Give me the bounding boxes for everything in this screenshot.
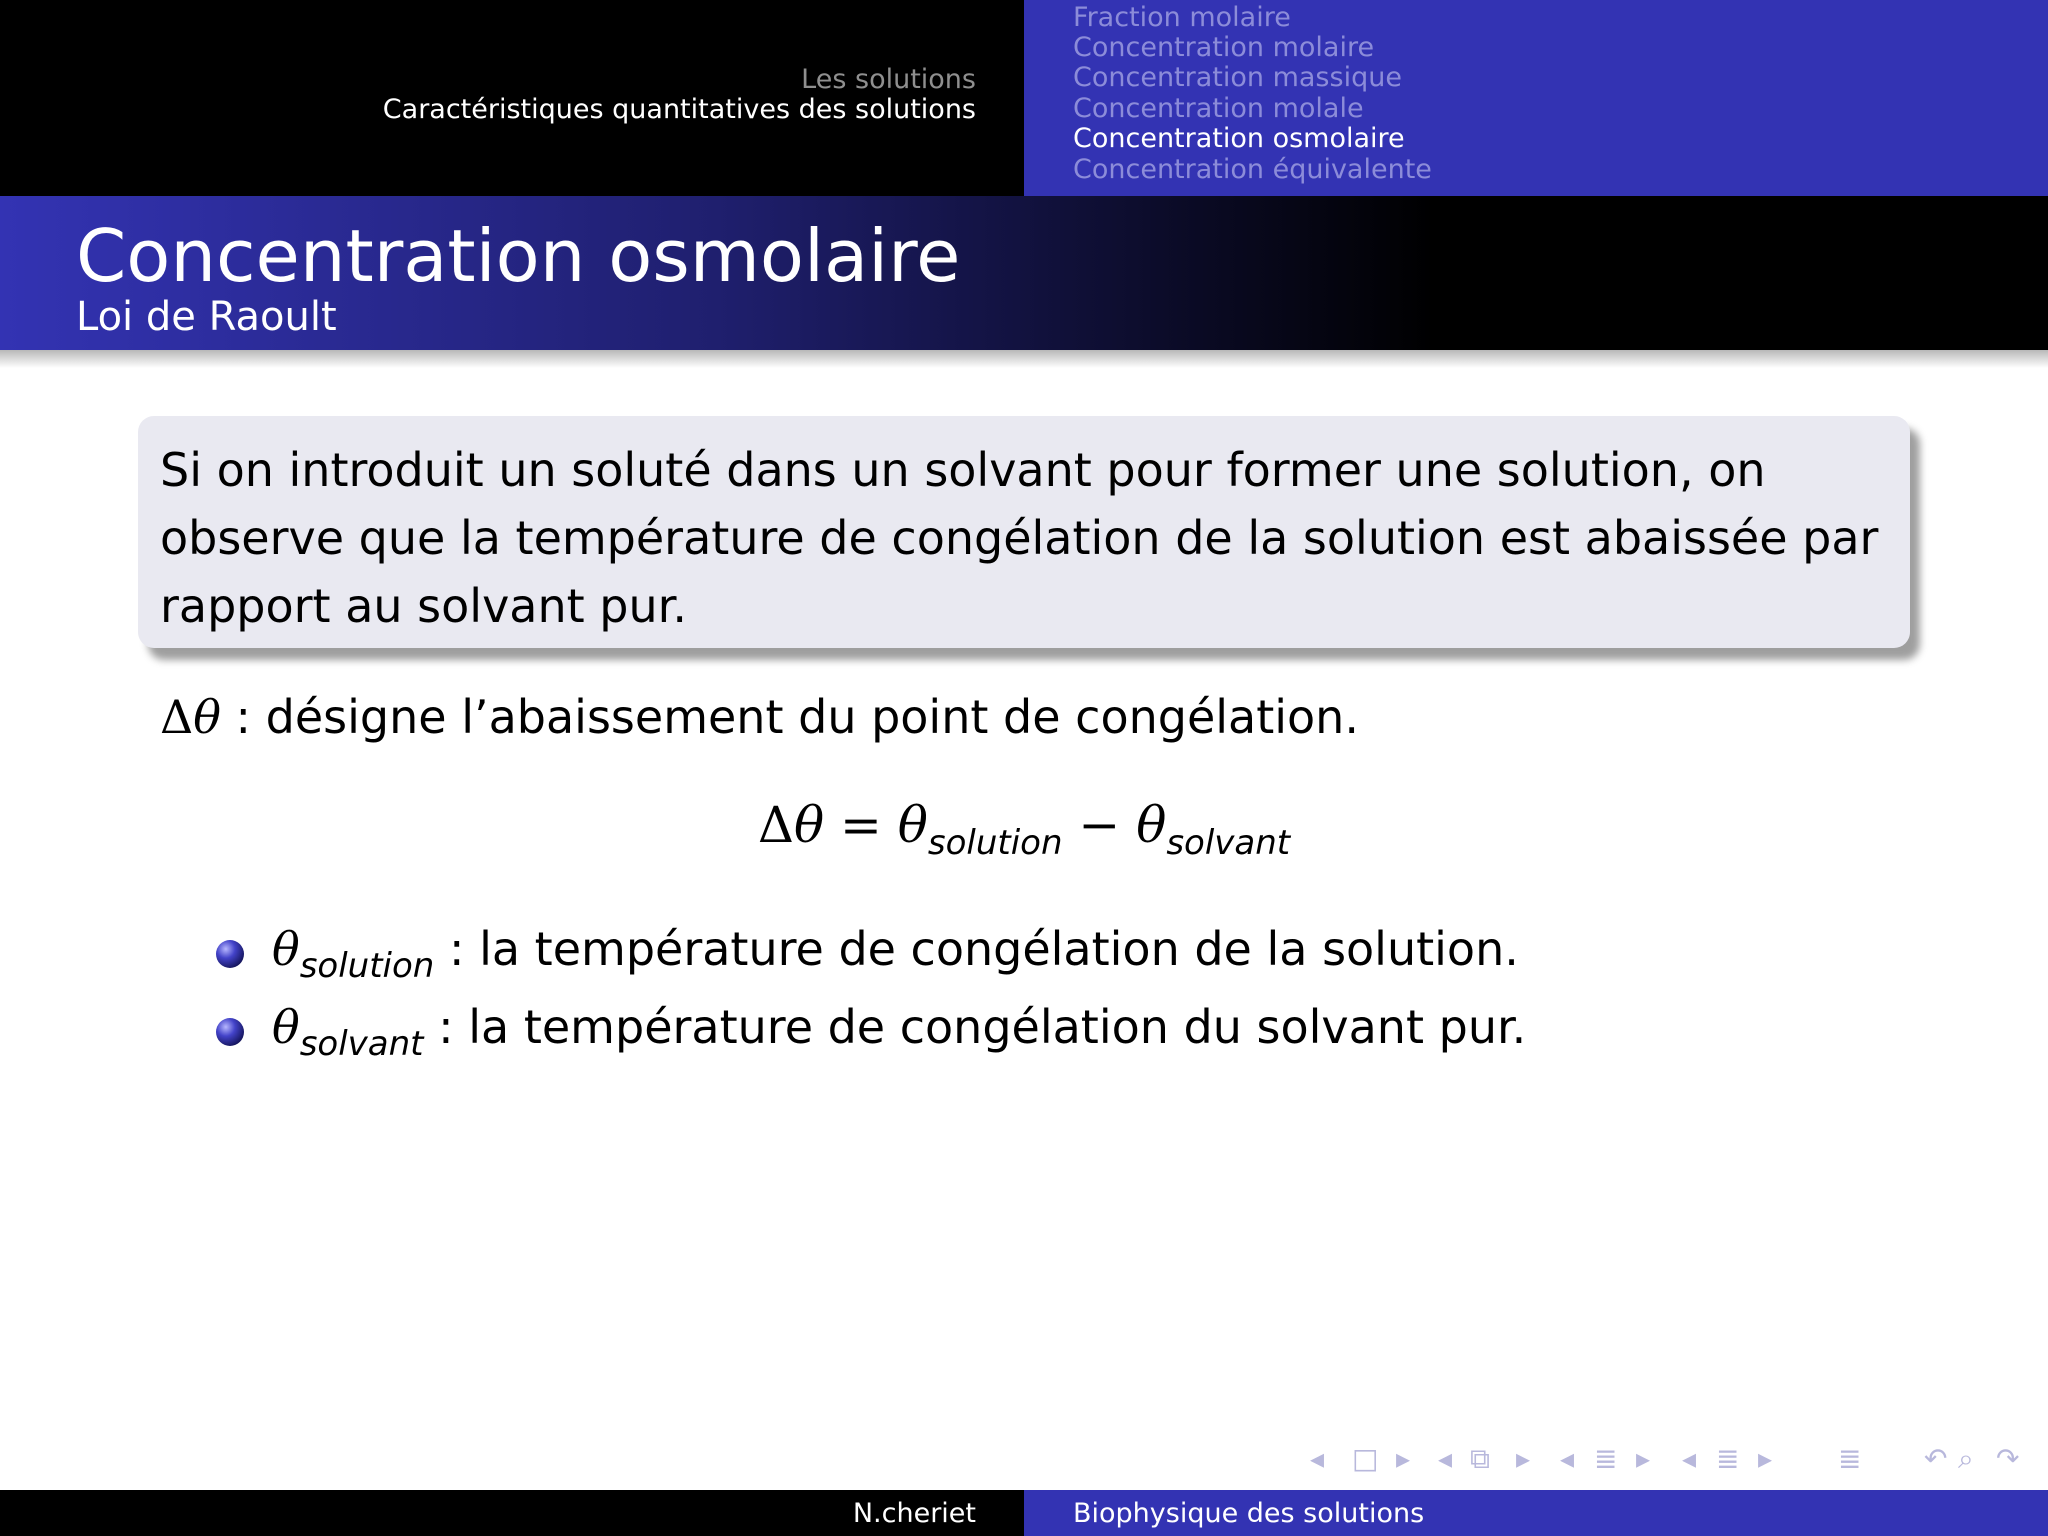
toc-item-concentration-molaire[interactable]: Concentration molaire: [1073, 32, 1375, 63]
toc-item-concentration-massique[interactable]: Concentration massique: [1073, 62, 1402, 93]
toc-item-concentration-equivalente[interactable]: Concentration équivalente: [1073, 154, 1432, 185]
header-toc-panel: [1024, 0, 2048, 196]
nav-next-icon[interactable]: ▸: [1636, 1442, 1651, 1475]
delta-symbol: Δ: [160, 690, 194, 744]
frame-title-bar: [0, 196, 2048, 350]
bullet-math: [272, 922, 435, 986]
header-subsection[interactable]: Caractéristiques quantitatives des solutions: [382, 94, 976, 125]
nav-prev-icon[interactable]: ◂: [1310, 1442, 1325, 1475]
theta-subscript: solvant: [299, 1024, 424, 1064]
header-section[interactable]: Les solutions: [801, 64, 976, 95]
toc-item-concentration-osmolaire[interactable]: Concentration osmolaire: [1073, 123, 1405, 154]
eq-equals: =: [824, 796, 898, 854]
title-shadow: [0, 350, 2048, 368]
footer-right: [1024, 1490, 2048, 1536]
nav-prev-icon[interactable]: ◂: [1438, 1442, 1453, 1475]
toc-item-concentration-molale[interactable]: Concentration molale: [1073, 93, 1364, 124]
nav-next-icon[interactable]: ▸: [1516, 1442, 1531, 1475]
bullet-description: : la température de congélation du solvant pur.: [423, 1000, 1527, 1054]
appendix-icon[interactable]: ≣: [1838, 1442, 1862, 1475]
nav-prev-icon[interactable]: ◂: [1682, 1442, 1697, 1475]
eq-sub-solvant: solvant: [1166, 823, 1291, 863]
footer-author: N.cheriet: [852, 1498, 976, 1529]
bullet-math: [272, 1000, 424, 1064]
bullet-ball-icon: [216, 940, 244, 968]
theta-symbol: θ: [272, 1000, 300, 1054]
page-subtitle: Loi de Raoult: [76, 294, 337, 340]
statement-block: [138, 416, 1910, 648]
nav-next-icon[interactable]: ▸: [1758, 1442, 1773, 1475]
theta-subscript: solution: [299, 946, 435, 986]
section-icon[interactable]: ≣: [1594, 1442, 1618, 1475]
bullet-text: [272, 922, 1519, 986]
statement-text: Si on introduit un soluté dans un solvant pour former une solution, on observe que la température de congélation de la solution est abaissée par rapport au solvant pur.: [160, 443, 1879, 633]
eq-theta-lhs: θ: [793, 796, 825, 854]
footer-left: [0, 1490, 1024, 1536]
nav-next-icon[interactable]: ▸: [1396, 1442, 1411, 1475]
back-icon[interactable]: ↶: [1924, 1442, 1948, 1475]
eq-delta: Δ: [757, 796, 794, 854]
page-title: Concentration osmolaire: [76, 214, 961, 298]
subsection-icon[interactable]: ⧉: [1470, 1442, 1490, 1475]
nav-prev-icon[interactable]: ◂: [1560, 1442, 1575, 1475]
search-icon[interactable]: ⌕: [1958, 1442, 1974, 1475]
eq-minus: −: [1062, 796, 1137, 854]
document-icon[interactable]: ≣: [1716, 1442, 1740, 1475]
frame-icon[interactable]: □: [1352, 1442, 1379, 1475]
raoult-equation: [0, 796, 2048, 863]
bullet-ball-icon: [216, 1018, 244, 1046]
theta-symbol: θ: [193, 690, 221, 744]
theta-symbol: θ: [272, 922, 300, 976]
delta-theta-symbol: [160, 690, 221, 744]
footer-title: Biophysique des solutions: [1073, 1498, 1425, 1529]
forward-icon[interactable]: ↷: [1996, 1442, 2020, 1475]
definition-line: [160, 690, 1359, 744]
eq-theta-solvant: θ: [1136, 796, 1167, 854]
header-left-panel: [0, 0, 1024, 196]
navigation-bar: [1310, 1441, 2038, 1477]
bullet-text: [272, 1000, 1527, 1064]
bullet-description: : la température de congélation de la solution.: [434, 922, 1519, 976]
eq-theta-solution: θ: [897, 796, 928, 854]
definition-text: : désigne l’abaissement du point de congélation.: [220, 690, 1359, 744]
eq-sub-solution: solution: [927, 823, 1063, 863]
toc-item-fraction-molaire[interactable]: Fraction molaire: [1073, 2, 1291, 33]
